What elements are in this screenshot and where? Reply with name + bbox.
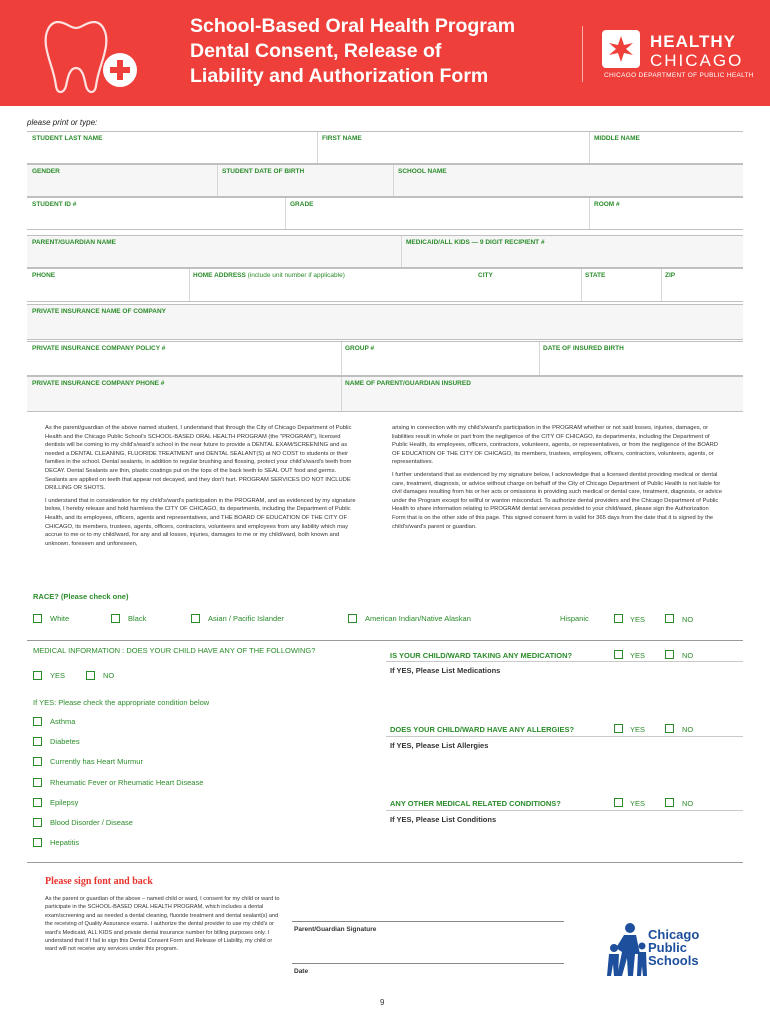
asthma-label: Asthma	[50, 717, 76, 726]
header-banner	[0, 0, 770, 106]
cps-figures-icon	[606, 918, 648, 980]
form-row-gender	[27, 164, 743, 197]
consent-paragraph-3: arising in connection with my child's/ward's participation in the PROGRAM whether or not said losses, injuries, damages, or liabilities result in whole or part from the negligence of the CITY OF CHICAGO, its departments, including the Department of Public Health, its employees, officers, contractors, volunteers, agents, or representatives, or from the negligence of the BOARD OF EDUCATION OF THE CITY OF CHICAGO, its members, trustees, employees, officers, contractors, volunteers, agents, or representatives.	[392, 425, 718, 466]
section-divider	[27, 862, 743, 863]
hispanic-yes-checkbox[interactable]	[614, 614, 623, 623]
field-divider	[317, 132, 318, 163]
guardian-insured-field[interactable]: NAME OF PARENT/GUARDIAN INSURED	[345, 380, 471, 387]
if-yes-conditions: If YES: Please check the appropriate condition below	[33, 698, 210, 707]
field-divider	[341, 342, 342, 375]
grade-field[interactable]: GRADE	[290, 201, 314, 208]
epilepsy-checkbox[interactable]	[33, 798, 42, 807]
diabetes-checkbox[interactable]	[33, 737, 42, 746]
student-id-field[interactable]: STUDENT ID #	[32, 201, 77, 208]
first-name-field[interactable]: FIRST NAME	[322, 135, 362, 142]
rheumatic-label: Rheumatic Fever or Rheumatic Heart Disease	[50, 778, 204, 787]
gender-field[interactable]: GENDER	[32, 168, 60, 175]
cps-line-2: Public	[648, 940, 688, 955]
field-divider	[341, 377, 342, 411]
form-row-address	[27, 268, 743, 302]
field-divider	[393, 165, 394, 196]
signature-heading: Please sign font and back	[45, 876, 153, 887]
field-divider	[661, 269, 662, 301]
page-title	[190, 14, 515, 89]
field-divider	[285, 198, 286, 229]
other-conditions-question: ANY OTHER MEDICAL RELATED CONDITIONS?	[390, 799, 561, 808]
allergy-no-checkbox[interactable]	[665, 724, 674, 733]
field-divider	[589, 132, 590, 163]
medicaid-field[interactable]: MEDICAID/ALL KIDS — 9 DIGIT RECIPIENT #	[406, 239, 545, 246]
medication-no-checkbox[interactable]	[665, 650, 674, 659]
city-field[interactable]: CITY	[478, 272, 493, 279]
field-divider	[581, 269, 582, 301]
insurance-phone-field[interactable]: PRIVATE INSURANCE COMPANY PHONE #	[32, 380, 165, 387]
page-number: 9	[380, 998, 385, 1007]
epilepsy-label: Epilepsy	[50, 798, 79, 807]
insurance-company-field[interactable]: PRIVATE INSURANCE NAME OF COMPANY	[32, 308, 166, 315]
healthy-chicago-logo	[600, 28, 770, 84]
title-line-3: Liability and Authorization Form	[190, 65, 489, 87]
other-yes-label: YES	[630, 799, 646, 808]
hispanic-no-label: NO	[682, 615, 694, 624]
logo-healthy: HEALTHY	[650, 32, 737, 51]
policy-field[interactable]: PRIVATE INSURANCE COMPANY POLICY #	[32, 345, 166, 352]
field-divider	[401, 236, 402, 267]
race-question: RACE? (Please check one)	[33, 592, 129, 601]
medical-yes-checkbox[interactable]	[33, 671, 42, 680]
allergy-line	[386, 736, 743, 737]
cps-line-1: Chicago	[648, 927, 700, 942]
consent-paragraph-4: I further understand that as evidenced by my signature below, I acknowledge that a licensed dentist providing medical or dental care, treatment, diagnosis, or advice without charge on behalf of the City of Chicago Department of Public Health is not liable for civil damages resulting from his or her acts or omissions in providing such medical or dental care, treatment, diagnosis, or advice under the Program except for willful or wanton misconduct. To authorize dental providers and the Chicago Department of Public Health to share information relating to PROGRAM dental services provided to your child/ward, please sign the Authorization Form that is on the other side of this page. This signed consent form is valid for 365 days from the date that it is signed by the child's/ward's parent or guardian.	[392, 471, 722, 530]
race-black-checkbox[interactable]	[111, 614, 120, 623]
section-divider	[27, 640, 743, 641]
print-note: please print or type:	[27, 118, 98, 127]
form-row-insurance-company	[27, 304, 743, 340]
medical-question: MEDICAL INFORMATION : DOES YOUR CHILD HAVE ANY OF THE FOLLOWING?	[33, 646, 316, 655]
form-row-policy	[27, 341, 743, 376]
field-divider	[189, 269, 190, 301]
home-address-field[interactable]	[193, 272, 345, 279]
title-line-1: School-Based Oral Health Program	[190, 15, 516, 37]
school-name-field[interactable]: SCHOOL NAME	[398, 168, 447, 175]
form-row-insurance-phone	[27, 376, 743, 412]
race-white-checkbox[interactable]	[33, 614, 42, 623]
medication-question: IS YOUR CHILD/WARD TAKING ANY MEDICATION?	[390, 651, 573, 660]
chicago-public-schools-logo	[606, 918, 736, 988]
allergy-yes-checkbox[interactable]	[614, 724, 623, 733]
guardian-signature-label: Parent/Guardian Signature	[294, 926, 377, 933]
consent-paragraph-1: As the parent/guardian of the above named student, I understand that through the City of Chicago Department of Public Health and the Chicago Public School's SCHOOL-BASED ORAL HEALTH PROGRAM (the "PROGRAM"), licensed dentists will be coming to my child's/ward's school in the near future to provide a DENTAL EXAM/SCREENING and as needed a DENTAL CLEANING, FLUORIDE TREATMENT and DENTAL SEALANT(S) at NO COST to students or their families in the school. Dental sealants, in addition to regular brushing and flossing, protect your child's/ward's teeth from DECAY. Dental Sealants are thin, plastic coatings put on the tops of the back teeth to SEAL OUT food and germs. Sealants are applied on teeth that appear not decayed, and they don't hurt. PROGRAM SERVICES DO NOT INCLUDE DRILLING OR SHOTS.	[45, 425, 352, 492]
group-field[interactable]: GROUP #	[345, 345, 375, 352]
rheumatic-checkbox[interactable]	[33, 778, 42, 787]
form-row-student-id	[27, 197, 743, 230]
blood-disorder-label: Blood Disorder / Disease	[50, 818, 133, 827]
cps-wordmark	[648, 928, 699, 967]
form-row-guardian	[27, 235, 743, 268]
insured-dob-field[interactable]: DATE OF INSURED BIRTH	[543, 345, 624, 352]
logo-department: CHICAGO DEPARTMENT OF PUBLIC HEALTH	[604, 72, 754, 79]
form-row-student-name	[27, 131, 743, 164]
phone-field[interactable]: PHONE	[32, 272, 56, 279]
hispanic-yes-label: YES	[630, 615, 646, 624]
header-divider	[582, 26, 583, 82]
student-last-name-field[interactable]: STUDENT LAST NAME	[32, 135, 103, 142]
dob-field[interactable]: STUDENT DATE OF BIRTH	[222, 168, 305, 175]
other-conditions-line	[386, 810, 743, 811]
medical-no-checkbox[interactable]	[86, 671, 95, 680]
allergy-yes-label: YES	[630, 725, 646, 734]
medication-yes-label: YES	[630, 651, 646, 660]
guardian-name-field[interactable]: PARENT/GUARDIAN NAME	[32, 239, 117, 246]
room-field[interactable]: ROOM #	[594, 201, 620, 208]
blood-disorder-checkbox[interactable]	[33, 818, 42, 827]
chicago-star-icon	[602, 30, 640, 68]
consent-text-left	[45, 424, 360, 552]
state-field[interactable]: STATE	[585, 272, 606, 279]
home-address-note: (include unit number if applicable)	[247, 272, 345, 279]
medication-yes-checkbox[interactable]	[614, 650, 623, 659]
diabetes-label: Diabetes	[50, 737, 80, 746]
race-asian-label: Asian / Pacific Islander	[208, 614, 284, 623]
medication-line	[386, 661, 743, 662]
medication-list-label: If YES, Please List Medications	[390, 666, 501, 675]
zip-field[interactable]: ZIP	[665, 272, 676, 279]
date-line[interactable]	[292, 963, 564, 964]
race-native-checkbox[interactable]	[348, 614, 357, 623]
heart-murmur-checkbox[interactable]	[33, 757, 42, 766]
race-asian-checkbox[interactable]	[191, 614, 200, 623]
hepatitis-checkbox[interactable]	[33, 838, 42, 847]
logo-chicago: CHICAGO	[650, 51, 744, 70]
allergy-question: DOES YOUR CHILD/WARD HAVE ANY ALLERGIES?	[390, 725, 575, 734]
race-white-label: White	[50, 614, 70, 623]
middle-name-field[interactable]: MIDDLE NAME	[594, 135, 640, 142]
other-no-checkbox[interactable]	[665, 798, 674, 807]
hispanic-no-checkbox[interactable]	[665, 614, 674, 623]
date-label: Date	[294, 968, 309, 975]
hispanic-label: Hispanic	[560, 614, 589, 623]
race-black-label: Black	[128, 614, 147, 623]
guardian-signature-line[interactable]	[292, 921, 564, 922]
field-divider	[589, 198, 590, 229]
other-conditions-list-label: If YES, Please List Conditions	[390, 815, 497, 824]
allergy-no-label: NO	[682, 725, 694, 734]
medical-no-label: NO	[103, 671, 115, 680]
tooth-icon	[40, 8, 150, 98]
other-yes-checkbox[interactable]	[614, 798, 623, 807]
race-native-label: American Indian/Native Alaskan	[365, 614, 471, 623]
medical-yes-label: YES	[50, 671, 66, 680]
hepatitis-label: Hepatitis	[50, 838, 80, 847]
other-no-label: NO	[682, 799, 694, 808]
signature-consent-text: As the parent or guardian of the above – named child or ward, I consent for my child or ward to participate in the SCHOOL-BASED ORAL HEALTH PROGRAM, which includes a dental exam/screening and as needed a dental cleaning, fluoride treatment and dental sealant(s) and the receiving of Quality Assurance exams. I authorize the dental provider to use my child's or ward's Medicaid, ALL KIDS and private dental insurance number for billing purposes only. I understand that if I fail to sign this Dental Consent Form and Release of Liability, my child or ward will not receive any services under this program.	[45, 896, 280, 953]
asthma-checkbox[interactable]	[33, 717, 42, 726]
home-address-label: HOME ADDRESS	[193, 272, 246, 279]
allergy-list-label: If YES, Please List Allergies	[390, 741, 489, 750]
field-divider	[217, 165, 218, 196]
cps-line-3: Schools	[648, 953, 699, 968]
heart-murmur-label: Currently has Heart Murmur	[50, 757, 143, 766]
title-line-2: Dental Consent, Release of	[190, 40, 442, 62]
field-divider	[539, 342, 540, 375]
consent-paragraph-2: I understand that in consideration for my child's/ward's participation in the PROGRAM, and as evidenced by my signature below, I hereby release and hold harmless the CITY OF CHICAGO, its departments, including the Department of Public Health, and its employees, officers, agents and representatives, and THE BOARD OF EDUCATION OF THE CITY OF CHICAGO, its members, trustees, agents, officers, contractors, volunteers and employees from any liability which may accrue to me or to my child/ward, for any and all losses, injuries, damages to me or my child/ward, both known and unknown, foreseen and unforeseen,	[45, 497, 356, 547]
consent-text-right	[392, 424, 722, 535]
medication-no-label: NO	[682, 651, 694, 660]
